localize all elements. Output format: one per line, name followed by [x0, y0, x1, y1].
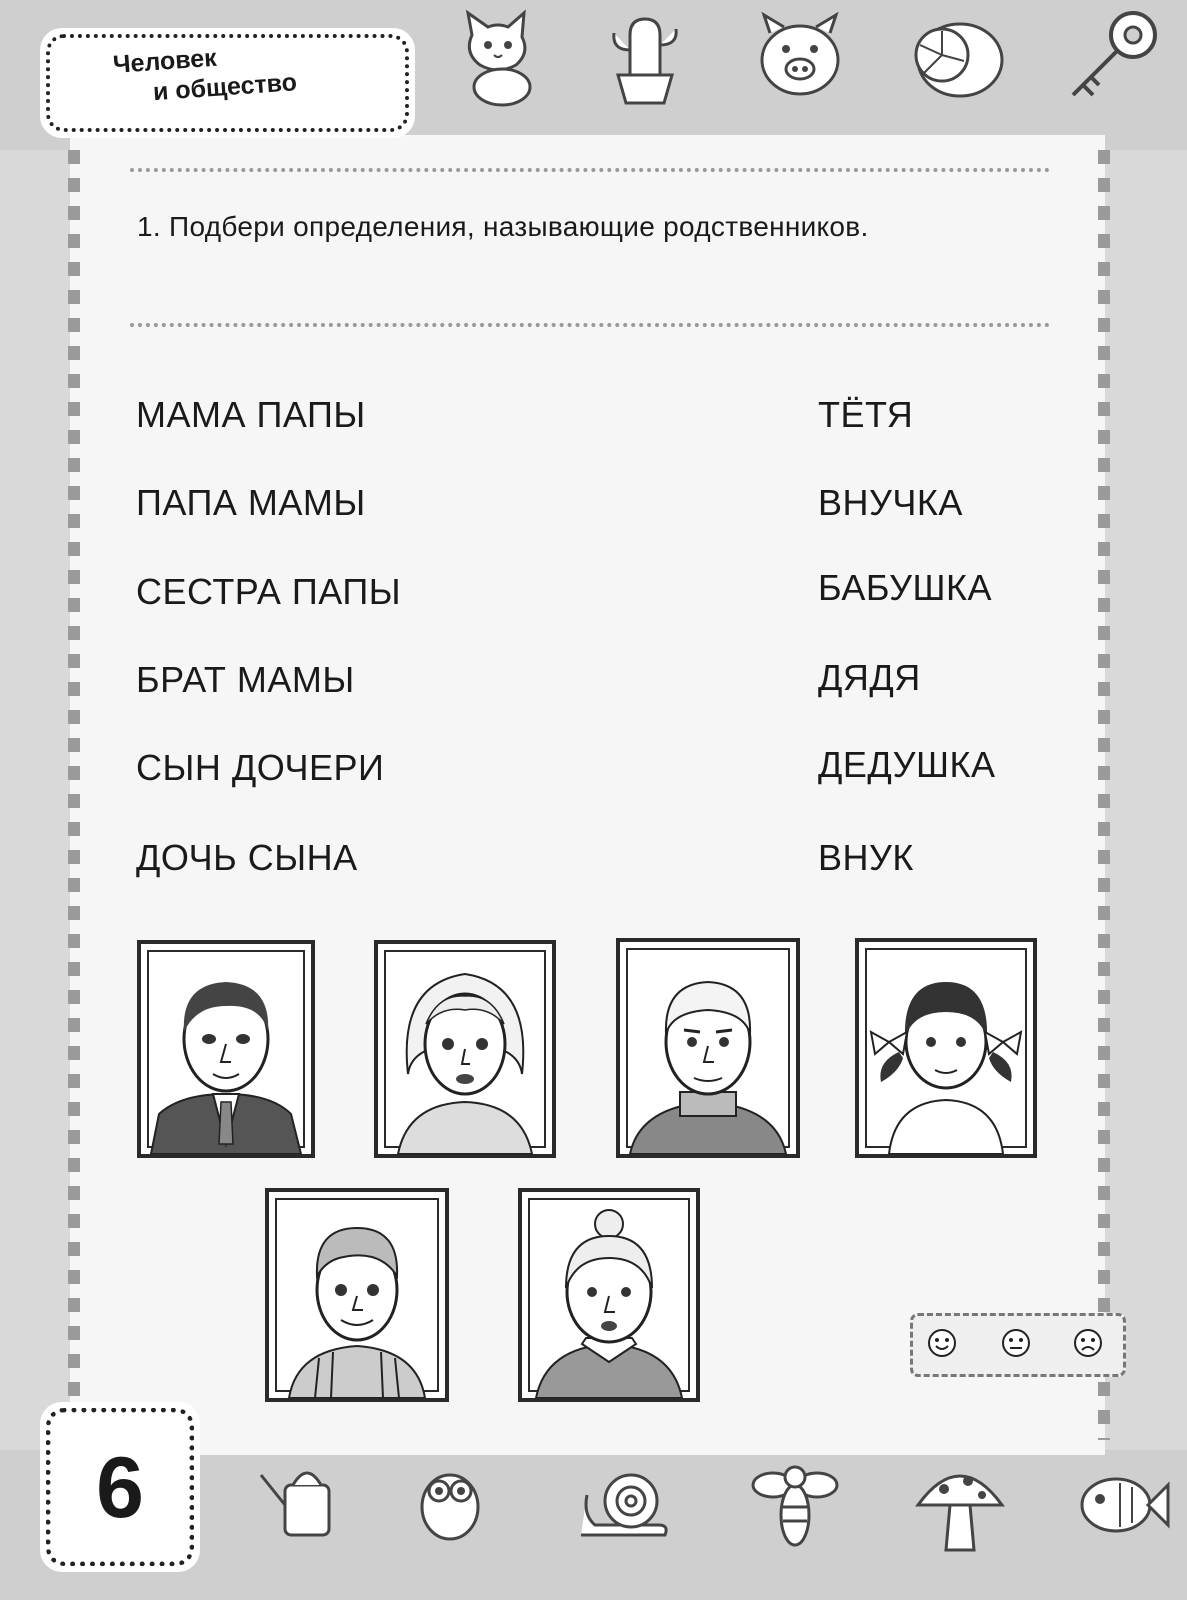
key-icon	[1055, 5, 1165, 110]
girl-with-pigtails-icon	[859, 942, 1033, 1154]
mood-rating	[910, 1313, 1126, 1377]
portrait-grandfather[interactable]	[616, 938, 800, 1158]
portrait-man[interactable]	[137, 940, 315, 1158]
dashed-border-right	[1098, 150, 1110, 1440]
man-in-suit-icon	[141, 944, 311, 1154]
dashed-border-left	[68, 150, 80, 1440]
right-word[interactable]: БАБУШКА	[818, 567, 992, 608]
boy-icon	[269, 1192, 445, 1398]
left-word[interactable]: МАМА ПАПЫ	[136, 394, 366, 435]
top-icons	[440, 5, 1180, 115]
left-word[interactable]: БРАТ МАМЫ	[136, 659, 355, 700]
pig-icon	[750, 5, 850, 110]
cat-icon	[450, 5, 545, 110]
portrait-girl[interactable]	[855, 938, 1037, 1158]
separator-bottom	[130, 323, 1050, 327]
portrait-woman[interactable]	[374, 940, 556, 1158]
bee-icon	[745, 1455, 845, 1555]
left-word[interactable]: ДОЧЬ СЫНА	[136, 837, 358, 878]
right-word[interactable]: ВНУК	[818, 837, 914, 878]
separator-top	[130, 168, 1050, 172]
neutral-face-icon[interactable]	[1001, 1328, 1031, 1358]
left-word[interactable]: ПАПА МАМЫ	[136, 482, 366, 523]
grandfather-icon	[620, 942, 796, 1154]
watering-can-icon	[255, 1455, 345, 1545]
right-word[interactable]: ВНУЧКА	[818, 482, 963, 523]
sad-face-icon[interactable]	[1073, 1328, 1103, 1358]
left-word[interactable]: СЕСТРА ПАПЫ	[136, 571, 402, 612]
chapter-title-line2: и общество	[152, 68, 298, 107]
right-word[interactable]: ДЕДУШКА	[818, 744, 996, 785]
fish-icon	[1070, 1455, 1170, 1555]
page-number: 6	[96, 1440, 144, 1536]
portrait-grandmother[interactable]	[518, 1188, 700, 1402]
woman-icon	[378, 944, 552, 1154]
portrait-boy[interactable]	[265, 1188, 449, 1402]
grandmother-icon	[522, 1192, 696, 1398]
right-word[interactable]: ДЯДЯ	[818, 657, 921, 698]
owl-icon	[405, 1455, 495, 1545]
snail-icon	[575, 1455, 675, 1545]
cactus-icon	[600, 5, 690, 110]
chapter-title-line1: Человек	[112, 43, 218, 79]
mushroom-icon	[910, 1455, 1010, 1555]
left-word[interactable]: СЫН ДОЧЕРИ	[136, 747, 385, 788]
task-text: 1. Подбери определения, называющие родственников.	[137, 211, 869, 242]
lemon-icon	[900, 5, 1010, 110]
smile-face-icon[interactable]	[927, 1328, 957, 1358]
right-word[interactable]: ТЁТЯ	[818, 394, 914, 435]
page-number-box	[40, 1402, 200, 1572]
